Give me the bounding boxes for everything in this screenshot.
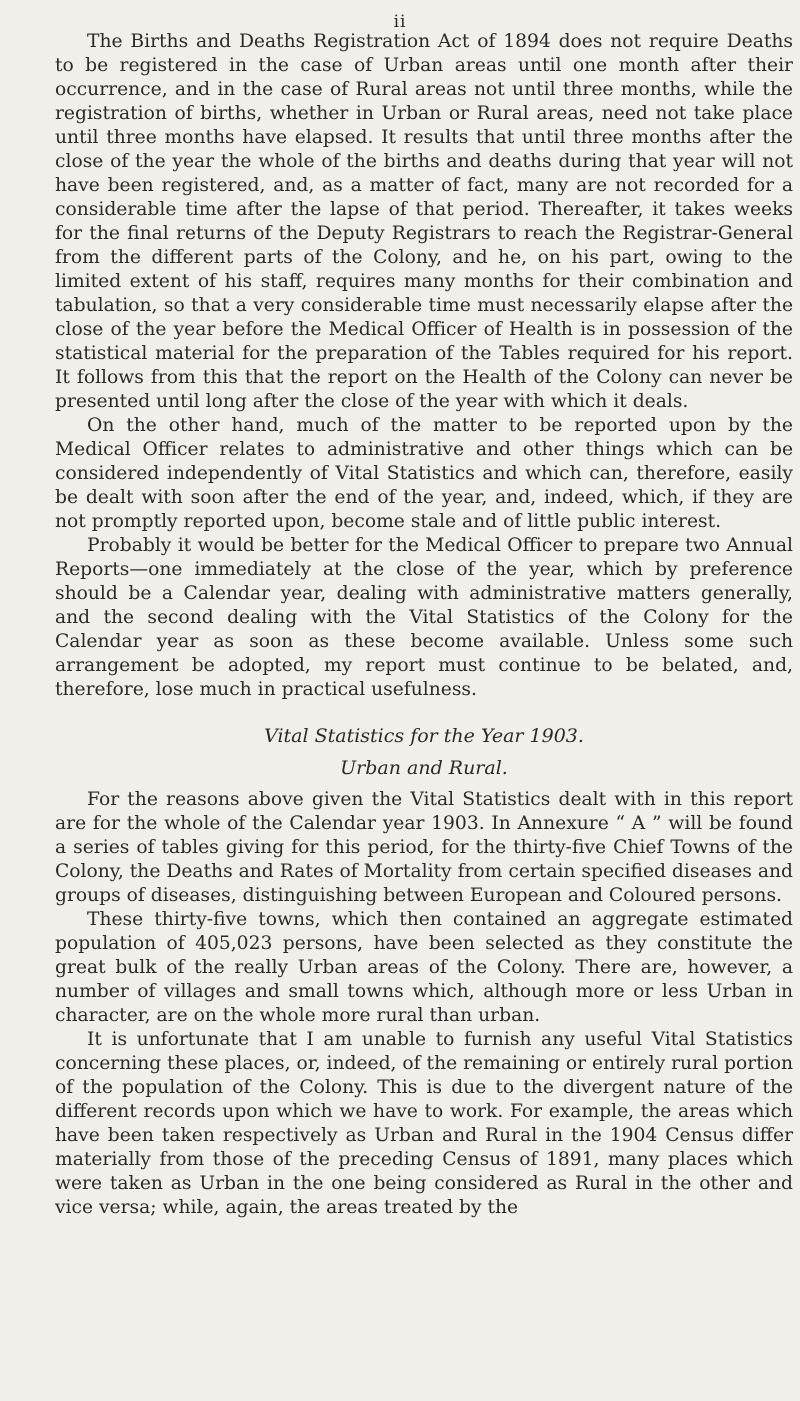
paragraph: On the other hand, much of the matter to be reported upon by the Medical Officer relates to administrative and other things which can be considered independently of Vital Statistics and which can, therefore, easily be dealt with soon after the end of the year, and, indeed, which, if they are not promptly reported upon, become stale and of little public interest. <box>55 415 793 532</box>
paragraph: Probably it would be better for the Medical Officer to prepare two Annual Reports—one immediately at the close of the year, which by preference should be a Calendar year, dealing with administrative matters generally, and the second dealing with the Vital Statistics of the Colony for the Calendar year as soon as these become available. Unless some such arrangement be adopted, my report must continue to be belated, and, therefore, lose much in practical usefulness. <box>55 535 793 700</box>
section-heading: Vital Statistics for the Year 1903. <box>264 725 584 747</box>
paragraph: These thirty-five towns, which then contained an aggregate estimated population of 405,023 persons, have been selected as they constitute the great bulk of the really Urban areas of the Colony. There are, however, a number of villages and small towns which, although more or less Urban in character, are on the whole more rural than urban. <box>55 909 793 1026</box>
paragraph: For the reasons above given the Vital Statistics dealt with in this report are for the whole of the Calendar year 1903. In Annexure “ A ” will be found a series of tables giving for this period, for the thirty-five Chief Towns of the Colony, the Deaths and Rates of Mortality from certain specified diseases and groups of diseases, distinguishing between European and Coloured persons. <box>55 789 793 906</box>
paragraph: The Births and Deaths Registration Act of 1894 does not require Deaths to be registered in the case of Urban areas until one month after their occurrence, and in the case of Rural areas not until three months, while the registration of births, whether in Urban or Rural areas, need not take place until three months have elapsed. It results that until three months after the close of the year the whole of the births and deaths during that year will not have been registered, and, as a matter of fact, many are not recorded for a considerable time after the lapse of that period. Thereafter, it takes weeks for the final returns of the Deputy Registrars to reach the Registrar-General from the different parts of the Colony, and he, on his part, owing to the limited extent of his staff, requires many months for their combination and tabulation, so that a very considerable time must necessarily elapse after the close of the year before the Medical Officer of Health is in possession of the statistical material for the preparation of the Tables required for his report. It follows from this that the report on the Health of the Colony can never be presented until long after the close of the year with which it deals. <box>55 31 793 412</box>
document-body <box>55 30 793 1220</box>
page-number: ii <box>393 12 407 32</box>
section-subheading: Urban and Rural. <box>340 757 508 779</box>
paragraph: It is unfortunate that I am unable to furnish any useful Vital Statistics concerning these places, or, indeed, of the remaining or entirely rural portion of the population of the Colony. This is due to the divergent nature of the different records upon which we have to work. For example, the areas which have been taken respectively as Urban and Rural in the 1904 Census differ materially from those of the preceding Census of 1891, many places which were taken as Urban in the one being considered as Rural in the other and vice versa; while, again, the areas treated by the <box>55 1029 793 1218</box>
